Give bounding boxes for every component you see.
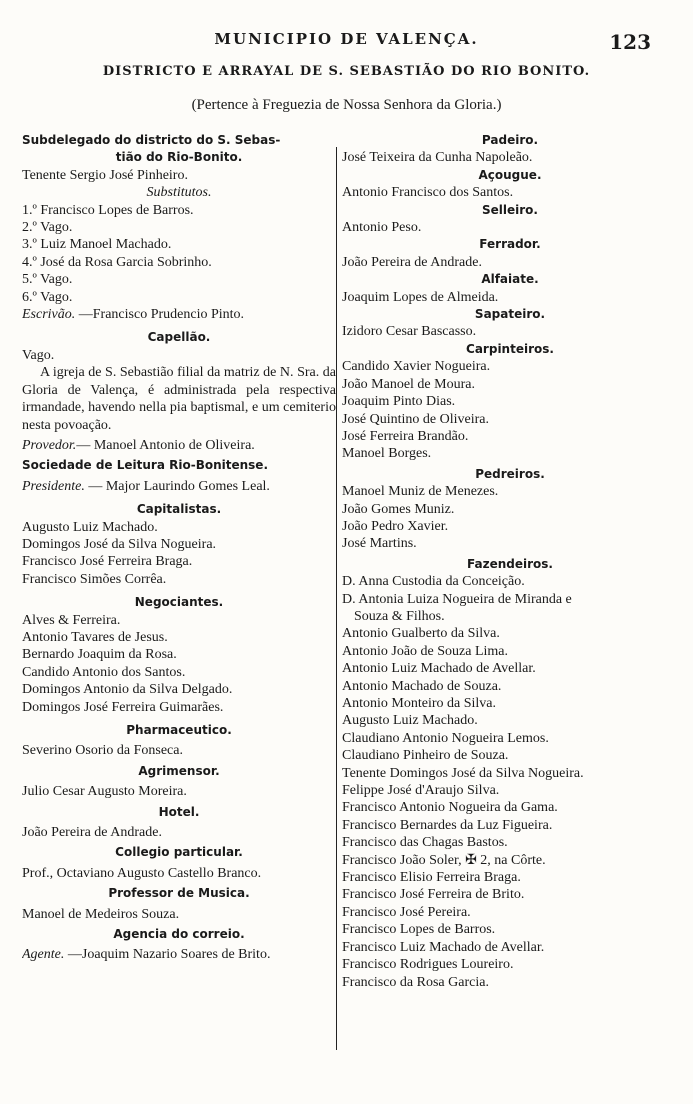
selleiro-name: Antonio Peso. [342, 220, 422, 236]
hotel-name: João Pereira de Andrade. [22, 825, 162, 841]
list-item: D. Anna Custodia da Conceição. [342, 574, 525, 590]
list-item: Francisco Lopes de Barros. [342, 922, 496, 938]
musica-name: Manoel de Medeiros Souza. [22, 906, 180, 922]
list-item: Domingos Antonio da Silva Delgado. [22, 682, 233, 698]
list-item: Claudiano Pinheiro de Souza. [342, 748, 509, 764]
agente-name: —Joaquim Nazario Soares de Brito. [64, 947, 271, 963]
list-item: Domingos José da Silva Nogueira. [22, 536, 217, 552]
alfaiate-heading: Alfaiate. [481, 272, 539, 287]
pedreiros-list [342, 483, 678, 553]
list-item: Antonio Luiz Machado de Avellar. [342, 661, 536, 677]
list-item: Francisco Rodrigues Loureiro. [342, 957, 514, 973]
list-item: 2.º Vago. [22, 220, 73, 236]
subdelegado-name: Tenente Sergio José Pinheiro. [22, 167, 188, 183]
list-item: Francisco João Soler, ✠ 2, na Côrte. [342, 852, 546, 868]
list-item: Claudiano Antonio Nogueira Lemos. [342, 730, 549, 746]
pedreiros-heading: Pedreiros. [475, 466, 545, 481]
list-item: Francisco das Chagas Bastos. [342, 835, 508, 851]
presidente-name: — Major Laurindo Gomes Leal. [84, 478, 270, 494]
list-item: Francisco José Ferreira de Brito. [342, 887, 525, 903]
escrivao-label: Escrivão. [22, 307, 76, 323]
escrivao-entry [22, 306, 336, 323]
list-item: Bernardo Joaquim da Rosa. [22, 647, 177, 663]
igreja-text: A igreja de S. Sebastião filial da matriz de N. Sra. da Gloria de Valença, é administrada pela respectiva irmandade, havendo nella pia baptismal, e um cemiterio nesta povoação. [22, 365, 336, 433]
list-item: Francisco da Rosa Garcia. [342, 974, 489, 990]
parish-subtitle: (Pertence à Freguezia de Nossa Senhora da Gloria.) [191, 97, 502, 113]
capellao-heading: Capellão. [147, 330, 211, 345]
list-item: Tenente Domingos José da Silva Nogueira. [342, 765, 584, 781]
list-item: 4.º José da Rosa Garcia Sobrinho. [22, 254, 212, 270]
negociantes-list [22, 612, 336, 716]
presidente-label: Presidente. [22, 478, 85, 494]
carpinteiros-list [342, 358, 678, 462]
list-item: José Martins. [342, 536, 417, 552]
correio-heading: Agencia do correio. [113, 927, 245, 942]
agente-label: Agente. [22, 947, 65, 963]
subdelegado-heading-cont: tião do Rio-Bonito. [115, 150, 243, 165]
list-item: Manoel Muniz de Menezes. [342, 484, 499, 500]
list-item: João Pedro Xavier. [342, 518, 449, 534]
subdelegado-heading: Subdelegado do districto do S. Sebas- [22, 133, 281, 147]
agente-entry [22, 946, 336, 963]
list-item: Joaquim Pinto Dias. [342, 394, 456, 410]
list-item: D. Antonia Luiza Nogueira de Miranda e [342, 591, 572, 607]
list-item: Antonio Tavares de Jesus. [22, 629, 168, 645]
list-item: Antonio João de Souza Lima. [342, 643, 509, 659]
selleiro-heading: Selleiro. [482, 202, 538, 217]
fazendeiros-heading: Fazendeiros. [467, 556, 553, 571]
presidente-entry [22, 478, 336, 495]
sapateiro-name: Izidoro Cesar Bascasso. [342, 324, 477, 340]
list-item: Domingos José Ferreira Guimarães. [22, 699, 224, 715]
escrivao-name: —Francisco Prudencio Pinto. [75, 307, 245, 323]
collegio-heading: Collegio particular. [115, 845, 243, 860]
right-column [342, 132, 678, 991]
left-column [22, 132, 336, 964]
pharmaceutico-heading: Pharmaceutico. [126, 723, 232, 737]
column-divider [336, 147, 337, 1050]
agrimensor-heading: Agrimensor. [138, 763, 220, 778]
musica-heading: Professor de Musica. [108, 886, 250, 901]
sapateiro-heading: Sapateiro. [474, 307, 546, 322]
list-item: 6.º Vago. [22, 289, 73, 305]
list-item: José Ferreira Brandão. [342, 428, 469, 444]
substitutos-heading: Substitutos. [146, 185, 212, 201]
list-item: Alves & Ferreira. [22, 612, 121, 628]
list-item: Felippe José d'Araujo Silva. [342, 783, 500, 799]
list-item: Francisco José Ferreira Braga. [22, 554, 193, 570]
list-item: 3.º Luiz Manoel Machado. [22, 237, 172, 253]
hotel-heading: Hotel. [158, 804, 200, 819]
capitalistas-list [22, 519, 336, 589]
list-item: Augusto Luiz Machado. [22, 519, 158, 535]
list-item: Francisco Bernardes da Luz Figueira. [342, 817, 553, 833]
list-item: Francisco Simões Corrêa. [22, 571, 167, 587]
collegio-name: Prof., Octaviano Augusto Castello Branco. [22, 865, 262, 881]
list-item: Candido Antonio dos Santos. [22, 664, 186, 680]
padeiro-heading: Padeiro. [481, 133, 539, 147]
capitalistas-heading: Capitalistas. [136, 502, 222, 517]
list-item: Antonio Machado de Souza. [342, 678, 502, 694]
district-title: DISTRICTO E ARRAYAL DE S. SEBASTIÃO DO RIO BONITO. [102, 64, 591, 79]
fazendeiros-list [342, 573, 678, 991]
list-item: 1.º Francisco Lopes de Barros. [22, 202, 194, 218]
acougue-name: Antonio Francisco dos Santos. [342, 185, 514, 201]
padeiro-name: José Teixeira da Cunha Napoleão. [342, 150, 533, 166]
list-item-continuation: Souza & Filhos. [354, 608, 445, 624]
list-item: Antonio Gualberto da Silva. [342, 626, 500, 642]
carpinteiros-heading: Carpinteiros. [466, 341, 554, 356]
sociedade-heading: Sociedade de Leitura Rio-Bonitense. [22, 458, 269, 473]
agrimensor-name: Julio Cesar Augusto Moreira. [22, 784, 187, 800]
list-item: Francisco Elisio Ferreira Braga. [342, 870, 521, 886]
provedor-label: Provedor. [22, 437, 77, 453]
list-item: João Gomes Muniz. [342, 501, 455, 517]
ferrador-heading: Ferrador. [479, 237, 541, 252]
list-item: Antonio Monteiro da Silva. [342, 696, 496, 711]
ferrador-name: João Pereira de Andrade. [342, 254, 482, 270]
list-item: Augusto Luiz Machado. [342, 713, 478, 729]
list-item: José Quintino de Oliveira. [342, 411, 489, 427]
provedor-name: — Manoel Antonio de Oliveira. [76, 437, 255, 453]
provedor-entry [22, 437, 336, 454]
list-item: Candido Xavier Nogueira. [342, 359, 491, 375]
page-header-title: MUNICIPIO DE VALENÇA. [214, 30, 479, 48]
alfaiate-name: Joaquim Lopes de Almeida. [342, 289, 499, 305]
list-item: Francisco José Pereira. [342, 904, 471, 920]
list-item: 5.º Vago. [22, 272, 73, 288]
substitutos-list [22, 202, 336, 306]
negociantes-heading: Negociantes. [134, 595, 224, 610]
list-item: Francisco Antonio Nogueira da Gama. [342, 800, 558, 816]
list-item: João Manoel de Moura. [342, 376, 475, 392]
page-number: 123 [609, 30, 651, 54]
acougue-heading: Açougue. [478, 167, 542, 182]
pharmaceutico-name: Severino Osorio da Fonseca. [22, 743, 183, 759]
list-item: Manoel Borges. [342, 446, 432, 462]
list-item: Francisco Luiz Machado de Avellar. [342, 939, 545, 955]
capellao-value: Vago. [22, 347, 55, 363]
